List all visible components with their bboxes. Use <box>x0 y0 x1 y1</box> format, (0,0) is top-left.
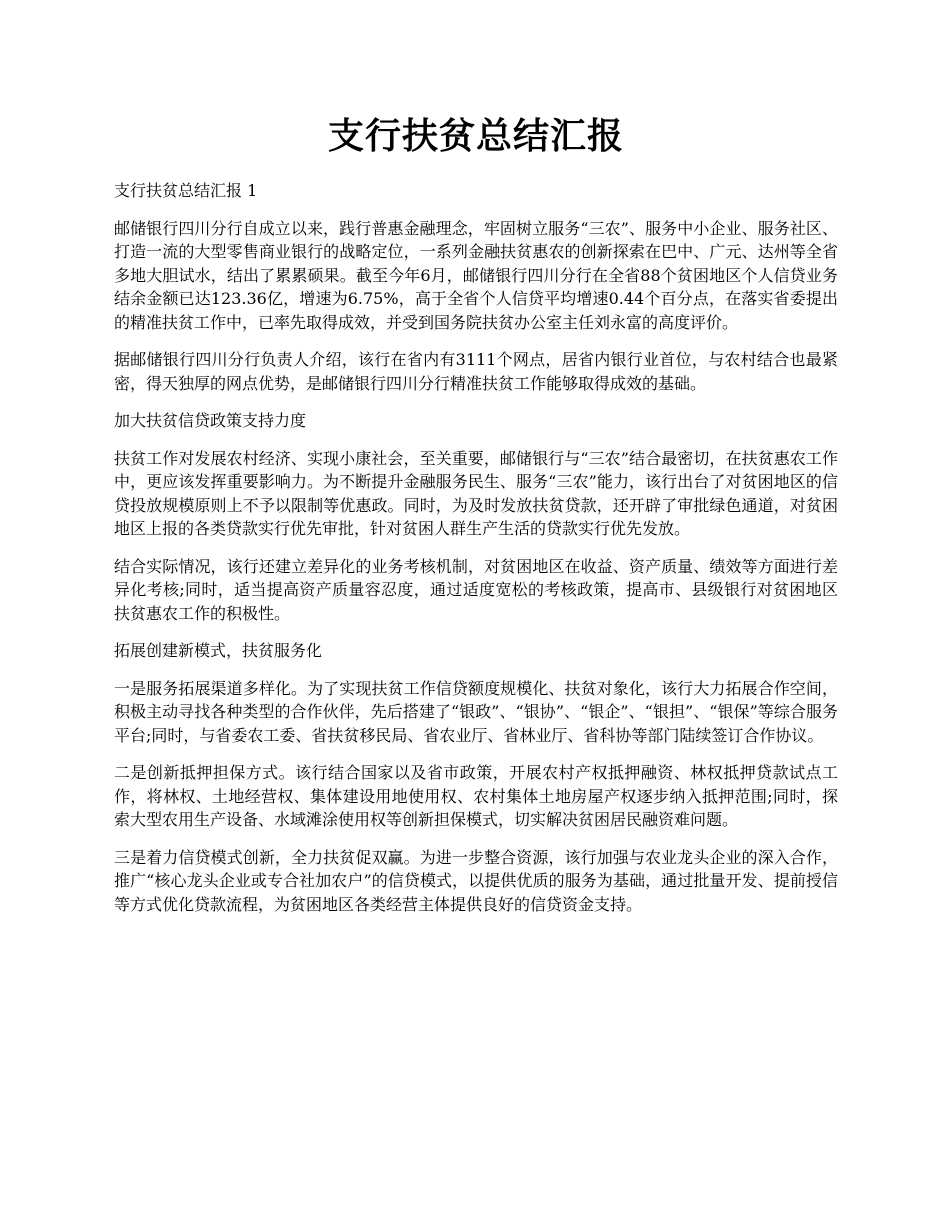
paragraph-collateral: 二是创新抵押担保方式。该行结合国家以及省市政策，开展农村产权抵押融资、林权抵押贷款试点工作，将林权、土地经营权、集体建设用地使用权、农村集体土地房屋产权逐步纳入抵押范围;同时，探索大型农用生产设备、水域滩涂使用权等创新担保模式，切实解决贫困居民融资难问题。 <box>114 763 838 829</box>
paragraph-network: 据邮储银行四川分行负责人介绍，该行在省内有3111个网点，居省内银行业首位，与农村结合也最紧密，得天独厚的网点优势，是邮储银行四川分行精准扶贫工作能够取得成效的基础。 <box>114 350 838 393</box>
paragraph-channels: 一是服务拓展渠道多样化。为了实现扶贫工作信贷额度规模化、扶贫对象化，该行大力拓展合作空间，积极主动寻找各种类型的合作伙伴，先后搭建了“银政”、“银协”、“银企”、“银担”、“银保”等综合服务平台;同时，与省委农工委、省扶贫移民局、省农业厅、省林业厅、省科协等部门陆续签订合作协议。 <box>114 678 838 745</box>
paragraph-intro: 邮储银行四川分行自成立以来，践行普惠金融理念，牢固树立服务“三农”、服务中小企业、服务社区、打造一流的大型零售商业银行的战略定位，一系列金融扶贫惠农的创新探索在巴中、广元、达州等全省多地大胆试水，结出了累累硕果。截至今年6月，邮储银行四川分行在全省88个贫困地区个人信贷业务结余金额已达123.36亿，增速为6.75%，高于全省个人信贷平均增速0.44个百分点，在落实省委提出的精准扶贫工作中，已率先取得成效，并受到国务院扶贫办公室主任刘永富的高度评价。 <box>114 218 838 332</box>
paragraph-assessment: 结合实际情况，该行还建立差异化的业务考核机制，对贫困地区在收益、资产质量、绩效等方面进行差异化考核;同时，适当提高资产质量容忍度，通过适度宽松的考核政策，提高市、县级银行对贫困地区扶贫惠农工作的积极性。 <box>114 556 838 623</box>
document-title: 支行扶贫总结汇报 <box>327 116 624 157</box>
section-heading-policy: 加大扶贫信贷政策支持力度 <box>114 411 307 430</box>
document-page <box>114 0 838 916</box>
paragraph-policy: 扶贫工作对发展农村经济、实现小康社会，至关重要，邮储银行与“三农”结合最密切，在扶贫惠农工作中，更应该发挥重要影响力。为不断提升金融服务民生、服务“三农”能力，该行出台了对贫困地区的信贷投放规模原则上不予以限制等优惠政。同时，为及时发放扶贫贷款，还开辟了审批绿色通道，对贫困地区上报的各类贷款实行优先审批，针对贫困人群生产生活的贷款实行优先发放。 <box>114 448 838 538</box>
paragraph-credit-model: 三是着力信贷模式创新，全力扶贫促双赢。为进一步整合资源，该行加强与农业龙头企业的深入合作，推广“核心龙头企业或专合社加农户”的信贷模式，以提供优质的服务为基础，通过批量开发、提前授信等方式优化贷款流程，为贫困地区各类经营主体提供良好的信贷资金支持。 <box>114 847 838 914</box>
document-subtitle: 支行扶贫总结汇报 1 <box>114 181 258 200</box>
section-heading-model: 拓展创建新模式，扶贫服务化 <box>114 641 323 660</box>
